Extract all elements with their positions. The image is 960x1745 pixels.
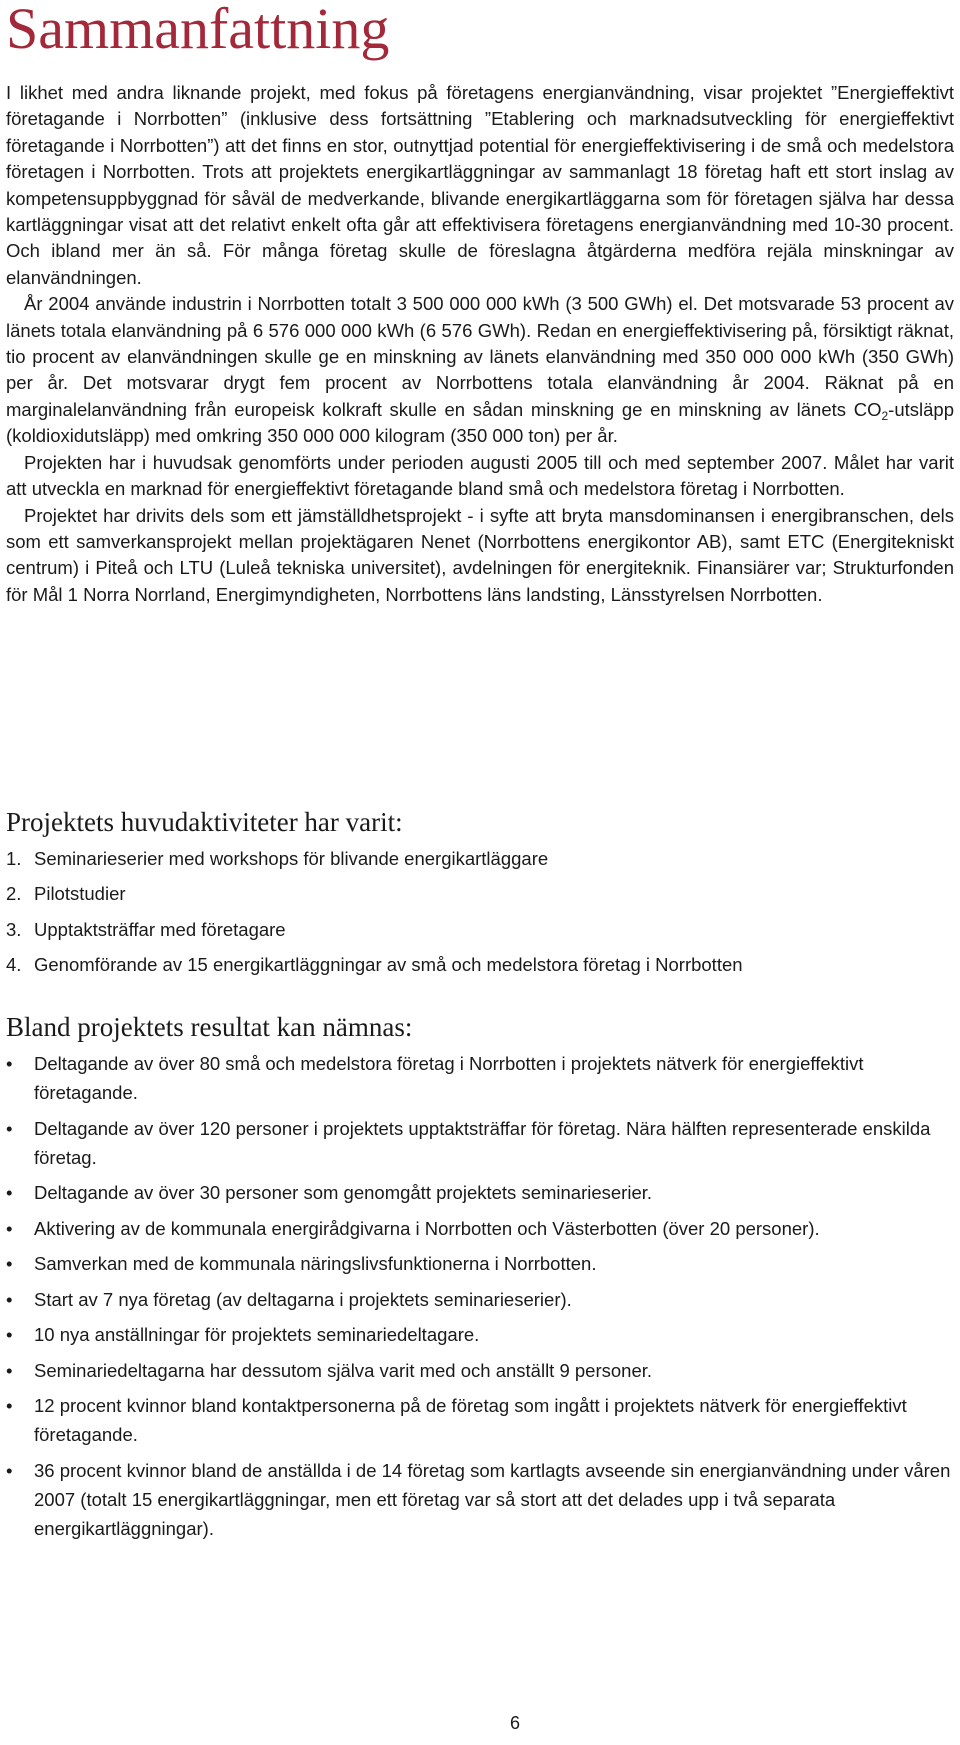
bullet-icon: •: [6, 1288, 13, 1310]
bullet-icon: •: [6, 1182, 13, 1203]
result-item: [6, 1114, 954, 1172]
page-number: 6: [509, 1713, 520, 1733]
activity-number: 1.: [6, 848, 22, 869]
activity-item: [6, 952, 954, 987]
bullet-icon: •: [6, 1117, 13, 1139]
bullet-icon: •: [6, 1359, 13, 1381]
result-item: [6, 1249, 954, 1278]
summary-body: [6, 80, 954, 608]
bullet-icon: •: [6, 1217, 13, 1239]
bullet-icon: •: [6, 1253, 13, 1274]
result-item: [6, 1049, 954, 1107]
result-text: Start av 7 nya företag (av deltagarna i projektets seminarieserier).: [34, 1288, 572, 1310]
activities-heading: Projektets huvudaktiviteter har varit:: [6, 807, 403, 837]
result-item: [6, 1214, 954, 1243]
page-title: Sammanfattning: [6, 0, 390, 61]
paragraph-intro: I likhet med andra liknande projekt, med fokus på företagens energianvändning, visar projektet ”Energieffektivt företagande i Norrbotten” (inklusive dess fortsättning ”Etablering och marknadsutveckling för energieffektivt företagande i Norrbotten”) att det finns en stor, outnyttjad potential för energieffektivisering i de små och medelstora företagen i Norrbotten. Trots att projektets energikartläggningar av sammanlagt 18 företag haft ett stort inslag av kompetensuppbyggnad för såväl de medverkande, blivande energikartläggarna som för företagen själva har dessa kartläggningar visat att det relativt enkelt ofta går att effektivisera företagens energianvändning med 10-30 procent. Och ibland mer än så. För många företag skulle de föreslagna åtgärderna medföra rejäla minskningar av elanvändningen.: [6, 82, 954, 288]
activity-number: 4.: [6, 953, 22, 975]
activity-text: Upptaktsträffar med företagare: [34, 918, 286, 940]
result-text: Seminariedeltagarna har dessutom själva varit med och anställt 9 personer.: [34, 1359, 653, 1381]
activity-number: 3.: [6, 918, 22, 940]
results-heading: Bland projektets resultat kan nämnas:: [6, 1012, 413, 1042]
result-item: [6, 1456, 954, 1543]
activity-text: Genomförande av 15 energikartläggningar av små och medelstora företag i Norrbotten: [34, 953, 743, 975]
bullet-icon: •: [6, 1324, 13, 1345]
bullet-icon: •: [6, 1053, 13, 1074]
co2-text-before: År 2004 använde industrin i Norrbotten totalt 3 500 000 000 kWh (3 500 GWh) el. Det motsvarade 53 procent av länets totala elanvändning på 6 576 000 000 kWh (6 576 GWh). Redan en energieffektivisering på, försiktigt räknat, tio procent av elanvändningen skulle ge en minskning av länets elanvändning med 350 000 000 kWh (350 GWh) per år. Det motsvarar drygt fem procent av Norrbottens totala elanvändning år 2004. Räknat på en marginalelanvändning från europeisk kolkraft skulle en sådan minskning ge en minskning av länets CO: [6, 293, 954, 420]
result-text: Deltagande av över 30 personer som genomgått projektets seminarieserier.: [34, 1182, 653, 1203]
result-item: [6, 1391, 954, 1449]
result-text: Deltagande av över 120 personer i projektets upptaktsträffar för företag. Nära hälften representerade enskilda företag.: [34, 1117, 931, 1168]
bullet-icon: •: [6, 1459, 13, 1481]
activities-list: [6, 846, 954, 987]
result-text: Aktivering av de kommunala energirådgivarna i Norrbotten och Västerbotten (över 20 personer).: [34, 1217, 820, 1239]
activity-text: Seminarieserier med workshops för blivande energikartläggare: [34, 848, 549, 869]
result-item: [6, 1285, 954, 1314]
paragraph-period: Projekten har i huvudsak genomförts under perioden augusti 2005 till och med september 2007. Målet har varit att utveckla en marknad för energieffektivt företagande bland små och medelstora företag i Norrbotten.: [6, 451, 954, 500]
result-text: 12 procent kvinnor bland kontaktpersonerna på de företag som ingått i projektets nätverk för energieffektivt företagande.: [34, 1395, 907, 1445]
paragraph-organisation: Projektet har drivits dels som ett jämställdhetsprojekt - i syfte att bryta mansdominansen i energibranschen, dels som ett samverkansprojekt mellan projektägaren Nenet (Norrbottens energikontor AB), samt ETC (Energitekniskt centrum) i Piteå och LTU (Luleå tekniska universitet), avdelningen för energiteknik. Finansiärer var; Strukturfonden för Mål 1 Norra Norrland, Energimyndigheten, Norrbottens läns landsting, Länsstyrelsen Norrbotten.: [6, 504, 954, 605]
paragraph-co2: [6, 291, 954, 449]
activity-text: Pilotstudier: [34, 883, 126, 905]
activity-item: [6, 846, 954, 881]
co2-text-after: -utsläpp (koldioxidutsläpp) med omkring 350 000 000 kilogram (350 000 ton) per år.: [6, 398, 954, 447]
result-item: [6, 1320, 954, 1349]
result-item: [6, 1178, 954, 1207]
co2-subscript: 2: [881, 408, 889, 423]
result-text: 36 procent kvinnor bland de anställda i de 14 företag som kartlagts avseende sin energianvändning under våren 2007 (totalt 15 energikartläggningar, men ett företag var så stort att det delades upp i två separata energikartläggningar).: [34, 1459, 951, 1539]
result-text: Deltagande av över 80 små och medelstora företag i Norrbotten i projektets nätverk för energieffektivt företagande.: [34, 1053, 864, 1103]
activity-item: [6, 881, 954, 916]
results-list: [6, 1049, 954, 1549]
activity-number: 2.: [6, 883, 22, 905]
bullet-icon: •: [6, 1395, 13, 1416]
activity-item: [6, 917, 954, 952]
result-text: 10 nya anställningar för projektets seminariedeltagare.: [34, 1324, 480, 1345]
result-text: Samverkan med de kommunala näringslivsfunktionerna i Norrbotten.: [34, 1253, 597, 1274]
result-item: [6, 1356, 954, 1385]
